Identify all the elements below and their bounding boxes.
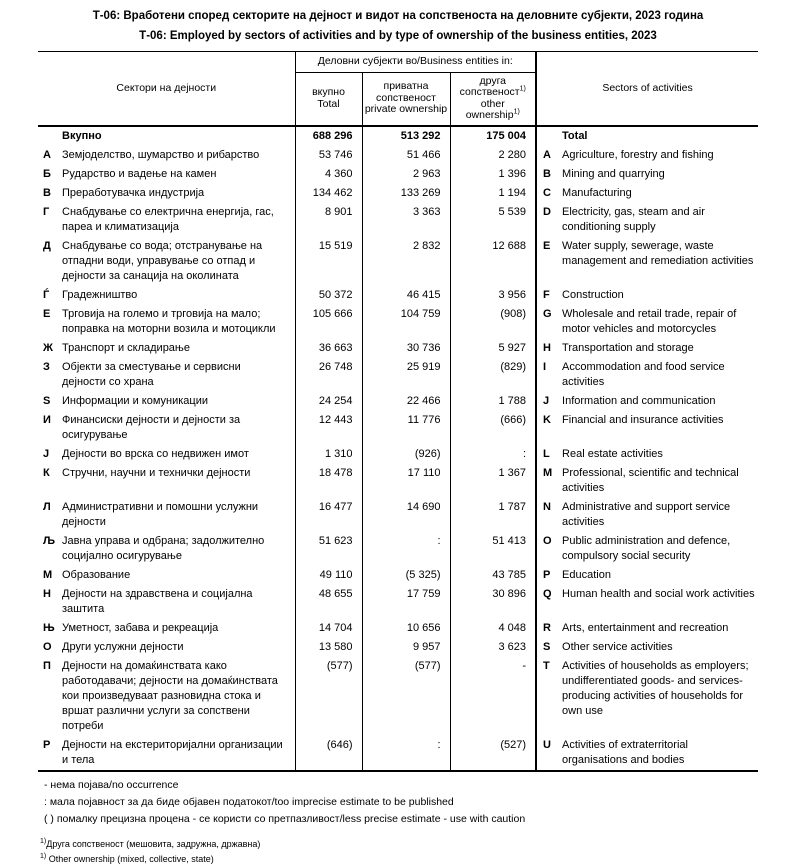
value-private-ownership: 513 292 <box>362 126 450 146</box>
table-row <box>38 146 758 165</box>
value-total: 50 372 <box>295 286 362 305</box>
footnote-less-precise: ( ) помалку прецизна процена - се користи со претпазливост/less precise estimate - use with caution <box>44 812 526 825</box>
ownership-notes <box>38 837 758 867</box>
table-row <box>38 464 758 498</box>
value-total: 1 310 <box>295 445 362 464</box>
value-other-ownership: 3 956 <box>450 286 536 305</box>
value-total: 105 666 <box>295 305 362 339</box>
sector-name-mk: Снабдување со електрична енергија, гас, пареа и климатизација <box>62 205 274 233</box>
value-total: 4 360 <box>295 165 362 184</box>
table-body <box>38 126 758 771</box>
footnote-no-occurrence: - нема појава/no occurrence <box>44 778 179 791</box>
table-row <box>38 566 758 585</box>
table-row <box>38 619 758 638</box>
value-other-ownership: 12 688 <box>450 237 536 286</box>
value-other-ownership: : <box>450 445 536 464</box>
value-private-ownership: 51 466 <box>362 146 450 165</box>
sector-code-en: L <box>536 445 562 464</box>
sector-name-en: Agriculture, forestry and fishing <box>562 148 714 161</box>
sector-code-en: N <box>536 498 562 532</box>
sector-name-en: Professional, scientific and technical activities <box>562 466 739 494</box>
value-private-ownership: (577) <box>362 657 450 736</box>
footnote-marker: 1) <box>519 85 526 93</box>
value-other-ownership: - <box>450 657 536 736</box>
value-total: 15 519 <box>295 237 362 286</box>
value-private-ownership: 25 919 <box>362 358 450 392</box>
table-row <box>38 126 758 146</box>
value-other-ownership: 1 788 <box>450 392 536 411</box>
value-total: 36 663 <box>295 339 362 358</box>
sector-name-mk: Образование <box>62 568 131 581</box>
sector-code-en: H <box>536 339 562 358</box>
value-private-ownership: (926) <box>362 445 450 464</box>
value-total: 8 901 <box>295 203 362 237</box>
column-group-header: Деловни субјекти во/Business entities in: <box>295 52 536 73</box>
sector-name-en: Activities of households as employers; undifferentiated goods- and services-producing activities of households for own use <box>562 659 749 717</box>
column-header-sectors-en: Sectors of activities <box>536 52 758 126</box>
sector-code-en: U <box>536 736 562 771</box>
sector-name-en: Manufacturing <box>562 186 632 199</box>
table-row <box>38 305 758 339</box>
sector-code-mk: М <box>43 568 53 581</box>
sector-name-en: Education <box>562 568 611 581</box>
sector-code-mk: Ѕ <box>43 394 51 407</box>
sector-name-en: Transportation and storage <box>562 341 694 354</box>
value-total: (646) <box>295 736 362 771</box>
sector-name-mk: Градежништво <box>62 288 138 301</box>
table-row <box>38 532 758 566</box>
sector-name-mk: Транспорт и складирање <box>62 341 190 354</box>
sector-code-en: S <box>536 638 562 657</box>
value-other-ownership: 43 785 <box>450 566 536 585</box>
table-row <box>38 237 758 286</box>
value-private-ownership: 22 466 <box>362 392 450 411</box>
value-total: 13 580 <box>295 638 362 657</box>
value-private-ownership: 9 957 <box>362 638 450 657</box>
sector-name-mk: Стручни, научни и технички дејности <box>62 466 251 479</box>
sector-code-en: D <box>536 203 562 237</box>
value-total: 18 478 <box>295 464 362 498</box>
sector-name-mk: Уметност, забава и рекреација <box>62 621 219 634</box>
value-total: 24 254 <box>295 392 362 411</box>
sector-name-mk: Земјоделство, шумарство и рибарство <box>62 148 260 161</box>
table-row <box>38 203 758 237</box>
table-row <box>38 657 758 736</box>
sector-name-mk: Преработувачка индустрија <box>62 186 205 199</box>
sector-name-mk: Други услужни дејности <box>62 640 184 653</box>
sector-code-mk: З <box>43 360 50 373</box>
column-header-total: вкупно Total <box>295 72 362 126</box>
sector-code-en: A <box>536 146 562 165</box>
value-other-ownership: (908) <box>450 305 536 339</box>
sector-code-mk: В <box>43 186 51 199</box>
value-other-ownership: (829) <box>450 358 536 392</box>
sector-name-en: Wholesale and retail trade, repair of motor vehicles and motorcycles <box>562 307 737 335</box>
ownership-note-en: $^{1)}$ Other ownership (mixed, collective, state) <box>40 852 214 864</box>
sector-name-en: Construction <box>562 288 624 301</box>
value-total: 49 110 <box>295 566 362 585</box>
table-row <box>38 358 758 392</box>
sector-code-mk: Е <box>43 307 51 320</box>
sector-code-mk: Њ <box>43 621 55 634</box>
value-private-ownership: 11 776 <box>362 411 450 445</box>
column-header-other-ownership: друга сопственост$^{1)}$ other ownership$^{1)}$ <box>450 72 536 126</box>
sector-code-mk: Љ <box>43 534 56 547</box>
table-row <box>38 638 758 657</box>
sector-code-en: B <box>536 165 562 184</box>
table-row <box>38 585 758 619</box>
sector-code-mk: А <box>43 148 51 161</box>
sector-code-en: M <box>536 464 562 498</box>
value-other-ownership: 4 048 <box>450 619 536 638</box>
value-other-ownership: 1 396 <box>450 165 536 184</box>
table-row <box>38 339 758 358</box>
sector-code-mk: Ѓ <box>43 288 50 301</box>
sector-code-en: O <box>536 532 562 566</box>
sector-name-mk: Вкупно <box>62 129 102 142</box>
table-row <box>38 184 758 203</box>
sector-name-en: Activities of extraterritorial organisations and bodies <box>562 738 688 766</box>
sector-code-en: I <box>536 358 562 392</box>
table-row <box>38 392 758 411</box>
column-header-private-ownership: приватна сопственост private ownership <box>362 72 450 126</box>
sector-code-en: C <box>536 184 562 203</box>
sector-name-mk: Дејности на домаќинствата како работодавачи; дејности на домаќинствата кои произведуваат разновидна стока и вршат различни услуги за сопствени потреби <box>62 659 278 732</box>
footnote-imprecise: : мала појавност за да биде објавен податокот/too imprecise estimate to be published <box>44 795 454 808</box>
sector-code-en: T <box>536 657 562 736</box>
value-other-ownership: 2 280 <box>450 146 536 165</box>
sector-code-mk: Р <box>43 738 51 751</box>
value-private-ownership: 30 736 <box>362 339 450 358</box>
sector-code-mk: Ж <box>43 341 53 354</box>
sector-code-en: P <box>536 566 562 585</box>
value-total: 26 748 <box>295 358 362 392</box>
value-total: 134 462 <box>295 184 362 203</box>
table-row <box>38 411 758 445</box>
sector-code-en: Q <box>536 585 562 619</box>
footnote-marker: 1) <box>40 837 47 845</box>
value-private-ownership: 104 759 <box>362 305 450 339</box>
sector-name-en: Administrative and support service activities <box>562 500 731 528</box>
sector-name-en: Public administration and defence, compulsory social security <box>562 534 731 562</box>
sector-code-mk: О <box>43 640 52 653</box>
sector-code-en: R <box>536 619 562 638</box>
value-private-ownership: 17 759 <box>362 585 450 619</box>
ownership-note-mk: $^{1)}$Друга сопственост (мешовита, задружна, државна) <box>40 837 261 849</box>
table-row <box>38 445 758 464</box>
table-title-en: Т-06: Employed by sectors of activities and by type of ownership of the business entities, 2023 <box>139 30 657 42</box>
value-private-ownership: 14 690 <box>362 498 450 532</box>
sector-name-mk: Дејности на здравствена и социјална заштита <box>62 587 253 615</box>
table-title-mk: Т-06: Вработени според секторите на дејност и видот на сопственоста на деловните субјекти, 2023 година <box>92 10 704 22</box>
sector-code-mk: И <box>43 413 51 426</box>
sector-name-en: Financial and insurance activities <box>562 413 724 426</box>
value-total: 12 443 <box>295 411 362 445</box>
table-row <box>38 736 758 771</box>
value-other-ownership: (666) <box>450 411 536 445</box>
value-total: (577) <box>295 657 362 736</box>
sector-code-mk: Д <box>43 239 51 252</box>
value-other-ownership: 1 367 <box>450 464 536 498</box>
sector-code-en <box>536 126 562 146</box>
sector-name-en: Accommodation and food service activities <box>562 360 725 388</box>
value-total: 53 746 <box>295 146 362 165</box>
value-total: 51 623 <box>295 532 362 566</box>
sector-code-en: J <box>536 392 562 411</box>
value-private-ownership: 46 415 <box>362 286 450 305</box>
sector-name-mk: Дејности на екстериторијални организации и тела <box>62 738 283 766</box>
sector-code-mk <box>38 126 62 146</box>
value-other-ownership: 1 194 <box>450 184 536 203</box>
column-header-sectors-mk: Сектори на дејности <box>116 81 217 94</box>
value-private-ownership: : <box>362 736 450 771</box>
sector-code-mk: Г <box>43 205 50 218</box>
value-other-ownership: 51 413 <box>450 532 536 566</box>
sector-code-en: G <box>536 305 562 339</box>
footnote-marker: 1) <box>513 108 520 116</box>
value-other-ownership: 1 787 <box>450 498 536 532</box>
footnotes <box>38 777 758 867</box>
sector-code-mk: Н <box>43 587 51 600</box>
sector-name-en: Arts, entertainment and recreation <box>562 621 729 634</box>
sector-name-en: Total <box>562 129 588 142</box>
sector-name-mk: Снабдување со вода; отстранување на отпадни води, управување со отпад и дејности за санација на околината <box>62 239 263 282</box>
sector-name-en: Other service activities <box>562 640 673 653</box>
value-other-ownership: 175 004 <box>450 126 536 146</box>
value-total: 16 477 <box>295 498 362 532</box>
sector-name-mk: Објекти за сместување и сервисни дејности со храна <box>62 360 241 388</box>
value-total: 48 655 <box>295 585 362 619</box>
footnote-marker: 1) <box>40 852 47 860</box>
sector-code-mk: Л <box>43 500 51 513</box>
value-private-ownership: 2 832 <box>362 237 450 286</box>
sector-name-mk: Дејности во врска со недвижен имот <box>62 447 249 460</box>
sector-name-mk: Финансиски дејности и дејности за осигурување <box>62 413 241 441</box>
table-header <box>38 52 758 126</box>
employment-table <box>38 51 758 772</box>
sector-code-en: F <box>536 286 562 305</box>
value-private-ownership: (5 325) <box>362 566 450 585</box>
sector-name-en: Real estate activities <box>562 447 663 460</box>
value-other-ownership: 5 927 <box>450 339 536 358</box>
sector-name-en: Human health and social work activities <box>562 587 755 600</box>
sector-code-en: K <box>536 411 562 445</box>
value-total: 14 704 <box>295 619 362 638</box>
sector-name-en: Electricity, gas, steam and air conditioning supply <box>562 205 705 233</box>
sector-name-mk: Информации и комуникации <box>62 394 209 407</box>
value-other-ownership: (527) <box>450 736 536 771</box>
value-other-ownership: 30 896 <box>450 585 536 619</box>
sector-code-mk: Ј <box>43 447 50 460</box>
table-row <box>38 165 758 184</box>
sector-name-en: Information and communication <box>562 394 716 407</box>
sector-code-en: E <box>536 237 562 286</box>
table-row <box>38 286 758 305</box>
sector-name-mk: Административни и помошни услужни дејности <box>62 500 259 528</box>
sector-name-en: Mining and quarrying <box>562 167 665 180</box>
table-row <box>38 498 758 532</box>
value-private-ownership: : <box>362 532 450 566</box>
sector-code-mk: К <box>43 466 50 479</box>
sector-code-mk: Б <box>43 167 51 180</box>
sector-name-mk: Јавна управа и одбрана; задолжително социјално осигурување <box>62 534 265 562</box>
value-private-ownership: 133 269 <box>362 184 450 203</box>
value-other-ownership: 3 623 <box>450 638 536 657</box>
sector-code-mk: П <box>43 659 51 672</box>
sector-name-mk: Трговија на големо и трговија на мало; поправка на моторни возила и мотоцикли <box>62 307 276 335</box>
value-private-ownership: 3 363 <box>362 203 450 237</box>
value-private-ownership: 10 656 <box>362 619 450 638</box>
value-total: 688 296 <box>295 126 362 146</box>
value-other-ownership: 5 539 <box>450 203 536 237</box>
sector-name-en: Water supply, sewerage, waste management and remediation activities <box>562 239 754 267</box>
value-private-ownership: 17 110 <box>362 464 450 498</box>
value-private-ownership: 2 963 <box>362 165 450 184</box>
sector-name-mk: Рударство и вадење на камен <box>62 167 217 180</box>
